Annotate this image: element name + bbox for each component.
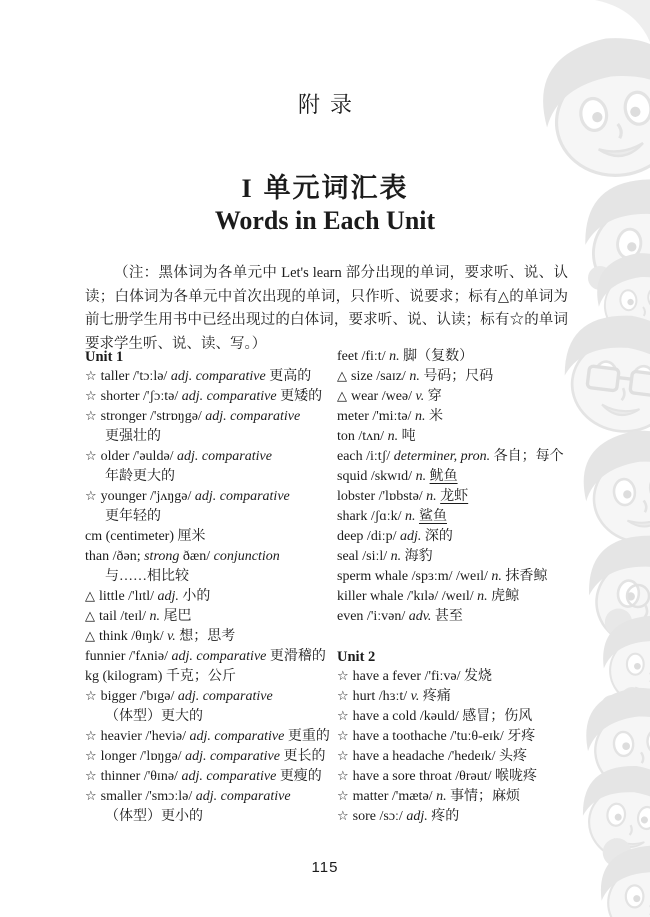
entry-text: adj. comparative [181, 389, 277, 404]
entry-text: stronger /'strɒŋgə/ [100, 409, 206, 424]
entry-text: have a sore throat /θrəut/ 喉咙疼 [352, 769, 538, 784]
vocab-entry [85, 607, 337, 627]
entry-text: 米 [425, 409, 443, 424]
vocab-entry [85, 767, 337, 787]
star-mark-icon: ☆ [85, 389, 97, 404]
entry-text: adj. comparative [170, 369, 266, 384]
entry-text: 年龄更大的 [105, 469, 175, 484]
entry-text: 甚至 [431, 609, 463, 624]
vocab-entry [337, 787, 597, 807]
star-mark-icon: ☆ [85, 729, 97, 744]
entry-text: adj. comparative [189, 729, 285, 744]
vocab-entry [85, 687, 337, 727]
section-title [0, 166, 650, 205]
entry-text: 更瘦的 [276, 769, 322, 784]
entry-text: n. [149, 609, 161, 624]
triangle-mark-icon: △ [337, 369, 347, 384]
entry-text: （体型）更大的 [105, 709, 203, 724]
entry-text: n. [491, 569, 502, 584]
entry-text: 号码；尺码 [419, 369, 494, 384]
triangle-mark-icon: △ [85, 609, 95, 624]
entry-text: tail /teɪl/ [99, 609, 150, 624]
vocab-entry [85, 587, 337, 607]
entry-text: n. [436, 789, 447, 804]
entry-text: sperm whale /spɜːm/ /weɪl/ [337, 569, 492, 584]
entry-text: 虎鲸 [487, 589, 520, 604]
entry-text: adj. comparative [195, 789, 291, 804]
entry-text: 与……相比较 [105, 569, 189, 584]
star-mark-icon: ☆ [337, 729, 349, 744]
entry-text: taller /'tɔːlə/ [100, 369, 171, 384]
entry-text: meter /'miːtə/ [337, 409, 415, 424]
vocab-entry [337, 467, 597, 487]
entry-text: sore /sɔː/ [352, 809, 407, 824]
entry-text: v. [410, 689, 420, 704]
entry-text: 尾巴 [160, 609, 192, 624]
entry-text: heavier /'heviə/ [100, 729, 190, 744]
entry-text: 想；思考 [175, 629, 236, 644]
entry-text: 小的 [178, 589, 211, 604]
star-mark-icon: ☆ [337, 789, 349, 804]
star-mark-icon: ☆ [337, 709, 349, 724]
entry-text: 各自；每个 [490, 449, 564, 464]
entry-text: n. [387, 429, 399, 444]
entry-text: adj. comparative [177, 689, 273, 704]
vocab-entry [337, 507, 597, 527]
section-number: I [241, 174, 252, 203]
entry-text: lobster /'lɒbstə/ [337, 489, 427, 504]
entry-text: hurt /hɜːt/ [352, 689, 411, 704]
entry-text: n. [390, 549, 402, 564]
vocab-entry [337, 727, 597, 747]
vocab-entry [85, 647, 337, 667]
entry-text: squid /skwɪd/ [337, 469, 416, 484]
vocab-entry [85, 447, 337, 487]
vocab-column-right [337, 347, 597, 827]
page-number: 115 [311, 859, 339, 876]
section-title-en: Words in Each Unit [214, 206, 436, 235]
entry-text: 鱿鱼 [429, 469, 458, 484]
vocab-entry [85, 387, 337, 407]
appendix-title: 附录 [297, 92, 362, 117]
entry-text: longer /'lɒŋgə/ [100, 749, 186, 764]
entry-text: v. [415, 389, 425, 404]
entry-text: deep /diːp/ [337, 529, 400, 544]
cartoon-squirrel-face [601, 838, 650, 917]
entry-text: 更年轻的 [105, 509, 161, 524]
vocab-entry [337, 567, 597, 587]
entry-text: 更矮的 [276, 389, 323, 404]
star-mark-icon: ☆ [85, 489, 97, 504]
entry-text: size /saɪz/ [351, 369, 410, 384]
entry-text: n. [426, 489, 437, 504]
entry-text: kg (kilogram) 千克；公斤 [85, 669, 236, 684]
vocab-entry [337, 527, 597, 547]
entry-text: n. [415, 469, 427, 484]
entry-text: shark /ʃɑːk/ [337, 509, 405, 524]
star-mark-icon: ☆ [85, 369, 97, 384]
unit-heading: Unit 1 [85, 349, 124, 365]
vocab-entry [85, 627, 337, 647]
vocab-entry [337, 427, 597, 447]
entry-text: 更长的 [279, 749, 326, 764]
star-mark-icon: ☆ [337, 769, 349, 784]
star-mark-icon: ☆ [337, 809, 349, 824]
entry-text: bigger /'bɪgə/ [100, 689, 178, 704]
entry-text: than /ðən; [85, 549, 145, 564]
entry-text: adj. [157, 589, 179, 604]
star-mark-icon: ☆ [85, 769, 97, 784]
vocab-entry [337, 807, 597, 827]
vocab-entry [85, 527, 337, 547]
entry-text: 疼痛 [419, 689, 451, 704]
entry-text: funnier /'fʌniə/ [85, 649, 172, 664]
entry-text: ton /tʌn/ [337, 429, 388, 444]
entry-text: （体型）更小的 [105, 809, 203, 824]
entry-text: adv. [408, 609, 432, 624]
entry-text: killer whale /'kɪlə/ /weɪl/ [337, 589, 478, 604]
entry-text: little /'lɪtl/ [99, 589, 158, 604]
entry-text: adj. [400, 529, 422, 544]
vocab-entry [85, 487, 337, 527]
entry-text: 鲨鱼 [418, 509, 447, 524]
vocab-entry [85, 547, 337, 587]
star-mark-icon: ☆ [337, 689, 349, 704]
entry-text: younger /'jʌŋgə/ [100, 489, 195, 504]
vocab-entry [337, 347, 597, 367]
star-mark-icon: ☆ [85, 789, 97, 804]
vocab-entry [85, 367, 337, 387]
entry-text: seal /siːl/ [337, 549, 391, 564]
entry-text: cm (centimeter) 厘米 [85, 529, 206, 544]
entry-text: older /'əuldə/ [100, 449, 178, 464]
entry-text: adj. comparative [171, 649, 267, 664]
entry-text: 更滑稽的 [266, 649, 326, 664]
star-mark-icon: ☆ [85, 449, 97, 464]
entry-text: each /iːtʃ/ [337, 449, 394, 464]
star-mark-icon: ☆ [85, 749, 97, 764]
star-mark-icon: ☆ [85, 689, 97, 704]
entry-text: 吨 [398, 429, 416, 444]
legend-note: （注：黑体词为各单元中 Let's learn 部分出现的单词，要求听、说、认读；白体词为各单元中首次出现的单词，只作听、说要求；标有△的单词为前七册学生用书中已经出现过的白体词，要求听、说、认读；标有☆的单词要求学生听、说、读、写。） [85, 265, 568, 352]
unit-heading: Unit 2 [337, 649, 376, 665]
vocab-entry [337, 487, 597, 507]
entry-text: shorter /'ʃɔːtə/ [100, 389, 182, 404]
triangle-mark-icon: △ [85, 589, 95, 604]
entry-text: smaller /'smɔːlə/ [100, 789, 196, 804]
entry-text: n. [404, 509, 416, 524]
vocab-entry [337, 607, 597, 627]
entry-text: 疼的 [427, 809, 460, 824]
entry-text: adj. comparative [177, 449, 272, 464]
entry-text: think /θɪŋk/ [99, 629, 168, 644]
vocab-entry [337, 407, 597, 427]
entry-text: conjunction [213, 549, 280, 564]
entry-text: 事情；麻烦 [446, 789, 521, 804]
entry-text: 海豹 [401, 549, 433, 564]
entry-text: n. [389, 349, 400, 364]
star-mark-icon: ☆ [85, 409, 97, 424]
entry-text: have a headache /'hedeɪk/ 头疼 [352, 749, 527, 764]
entry-text: 深的 [421, 529, 453, 544]
entry-text: feet /fiːt/ [337, 349, 390, 364]
entry-text: v. [167, 629, 176, 644]
section-title-zh: 单元词汇表 [263, 173, 409, 203]
entry-text: 更强壮的 [105, 429, 161, 444]
entry-text: matter /'mætə/ [352, 789, 437, 804]
entry-text: ðæn/ [179, 549, 214, 564]
vocab-entry [337, 707, 597, 727]
triangle-mark-icon: △ [337, 389, 347, 404]
entry-text: wear /weə/ [351, 389, 416, 404]
vocab-entry [337, 367, 597, 387]
entry-text: n. [477, 589, 488, 604]
triangle-mark-icon: △ [85, 629, 95, 644]
vocab-entry [337, 767, 597, 787]
entry-text: have a cold /kəuld/ 感冒；伤风 [352, 709, 533, 724]
entry-text: 更高的 [265, 369, 312, 384]
entry-text: thinner /'θɪnə/ [100, 769, 182, 784]
entry-text: 抹香鲸 [501, 569, 548, 584]
corner-hair-blob [595, 0, 650, 42]
star-mark-icon: ☆ [337, 749, 349, 764]
vocab-entry [85, 667, 337, 687]
entry-text: n. [414, 409, 426, 424]
star-mark-icon: ☆ [337, 669, 349, 684]
entry-text: strong [144, 549, 180, 564]
entry-text: 穿 [424, 389, 442, 404]
entry-text: adj. [406, 809, 428, 824]
vocab-entry [337, 387, 597, 407]
entry-text: even /'iːvən/ [337, 609, 409, 624]
entry-text: 更重的 [284, 729, 330, 744]
entry-text: adj. comparative [181, 769, 277, 784]
entry-text: adj. comparative [194, 489, 290, 504]
entry-text: adj. comparative [185, 749, 280, 764]
vocab-entry [85, 787, 337, 827]
vocab-entry [337, 587, 597, 607]
entry-text: have a toothache /'tuːθ-eɪk/ 牙疼 [352, 729, 536, 744]
column-spacer [337, 627, 597, 647]
entry-text: 脚（复数） [399, 349, 474, 364]
vocab-entry [85, 407, 337, 447]
entry-text: adj. comparative [205, 409, 301, 424]
entry-text: determiner, pron. [393, 449, 491, 464]
vocab-entry [85, 747, 337, 767]
vocab-entry [337, 687, 597, 707]
entry-text: n. [409, 369, 420, 384]
vocab-entry [85, 727, 337, 747]
entry-text: 龙虾 [440, 489, 469, 504]
vocab-entry [337, 667, 597, 687]
vocab-entry [337, 747, 597, 767]
vocab-entry [337, 447, 597, 467]
entry-text: have a fever /'fiːvə/ 发烧 [352, 669, 493, 684]
vocab-column-left [85, 347, 337, 827]
vocab-entry [337, 547, 597, 567]
